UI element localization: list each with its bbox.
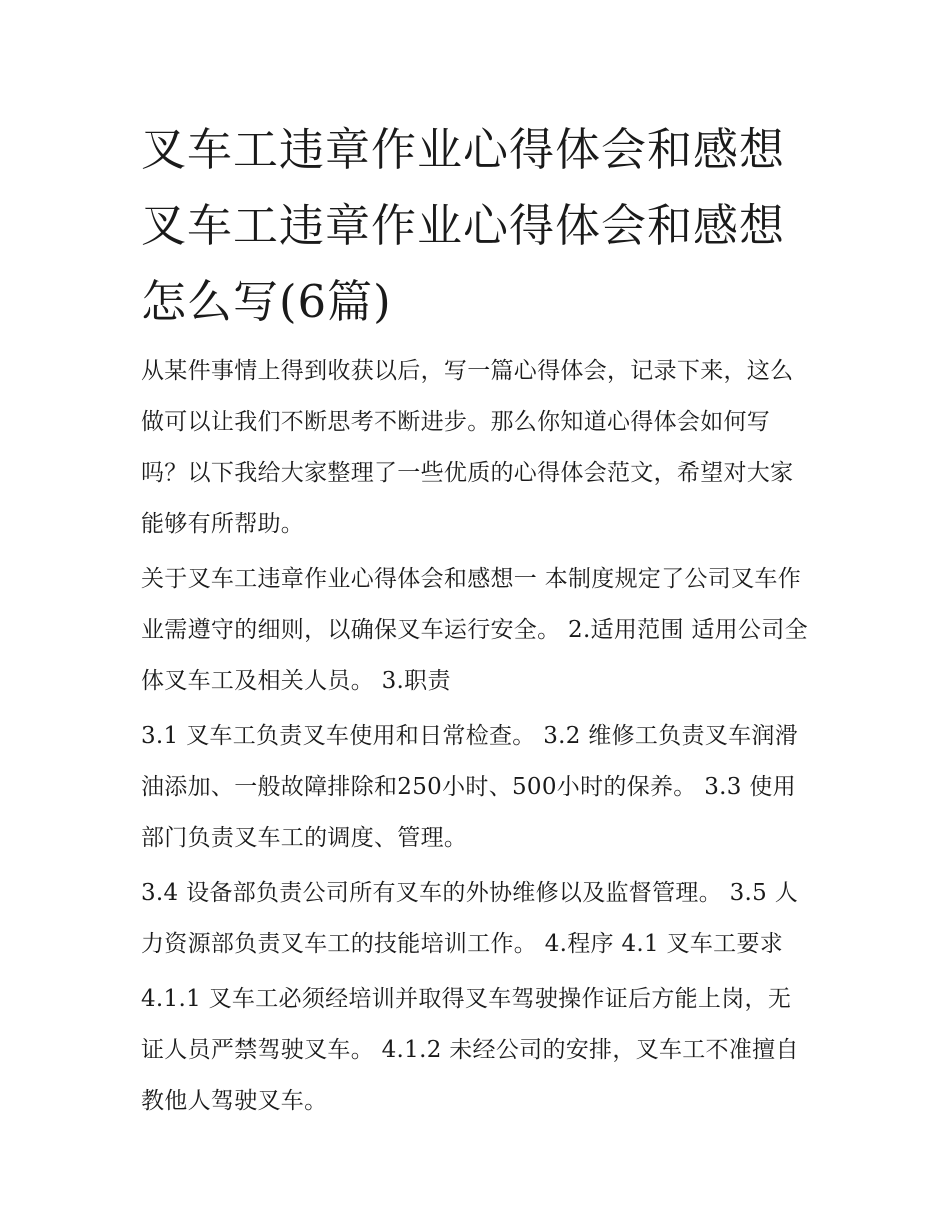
body-paragraph-1: 关于叉车工违章作业心得体会和感想一 本制度规定了公司叉车作业需遵守的细则，以确保叉车运行安全。 2.适用范围 适用公司全体叉车工及相关人员。 3.职责 <box>141 566 808 694</box>
body-paragraph-2: 3.1 叉车工负责叉车使用和日常检查。 3.2 维修工负责叉车润滑油添加、一般故障排除和250小时、500小时的保养。 3.3 使用部门负责叉车工的调度、管理。 <box>141 723 798 851</box>
intro-paragraph: 从某件事情上得到收获以后，写一篇心得体会，记录下来，这么做可以让我们不断思考不断进步。那么你知道心得体会如何写吗？以下我给大家整理了一些优质的心得体会范文，希望对大家能够有所帮助。 <box>141 358 794 537</box>
document-page <box>141 112 813 1131</box>
document-title: 叉车工违章作业心得体会和感想 叉车工违章作业心得体会和感想怎么写(6篇) <box>141 123 786 328</box>
body-paragraph-4: 4.1.1 叉车工必须经培训并取得叉车驾驶操作证后方能上岗，无证人员严禁驾驶叉车。 4.1.2 未经公司的安排，叉车工不准擅自教他人驾驶叉车。 <box>141 986 799 1114</box>
body-paragraph-3: 3.4 设备部负责公司所有叉车的外协维修以及监督管理。 3.5 人力资源部负责叉车工的技能培训工作。 4.程序 4.1 叉车工要求 <box>141 880 798 957</box>
